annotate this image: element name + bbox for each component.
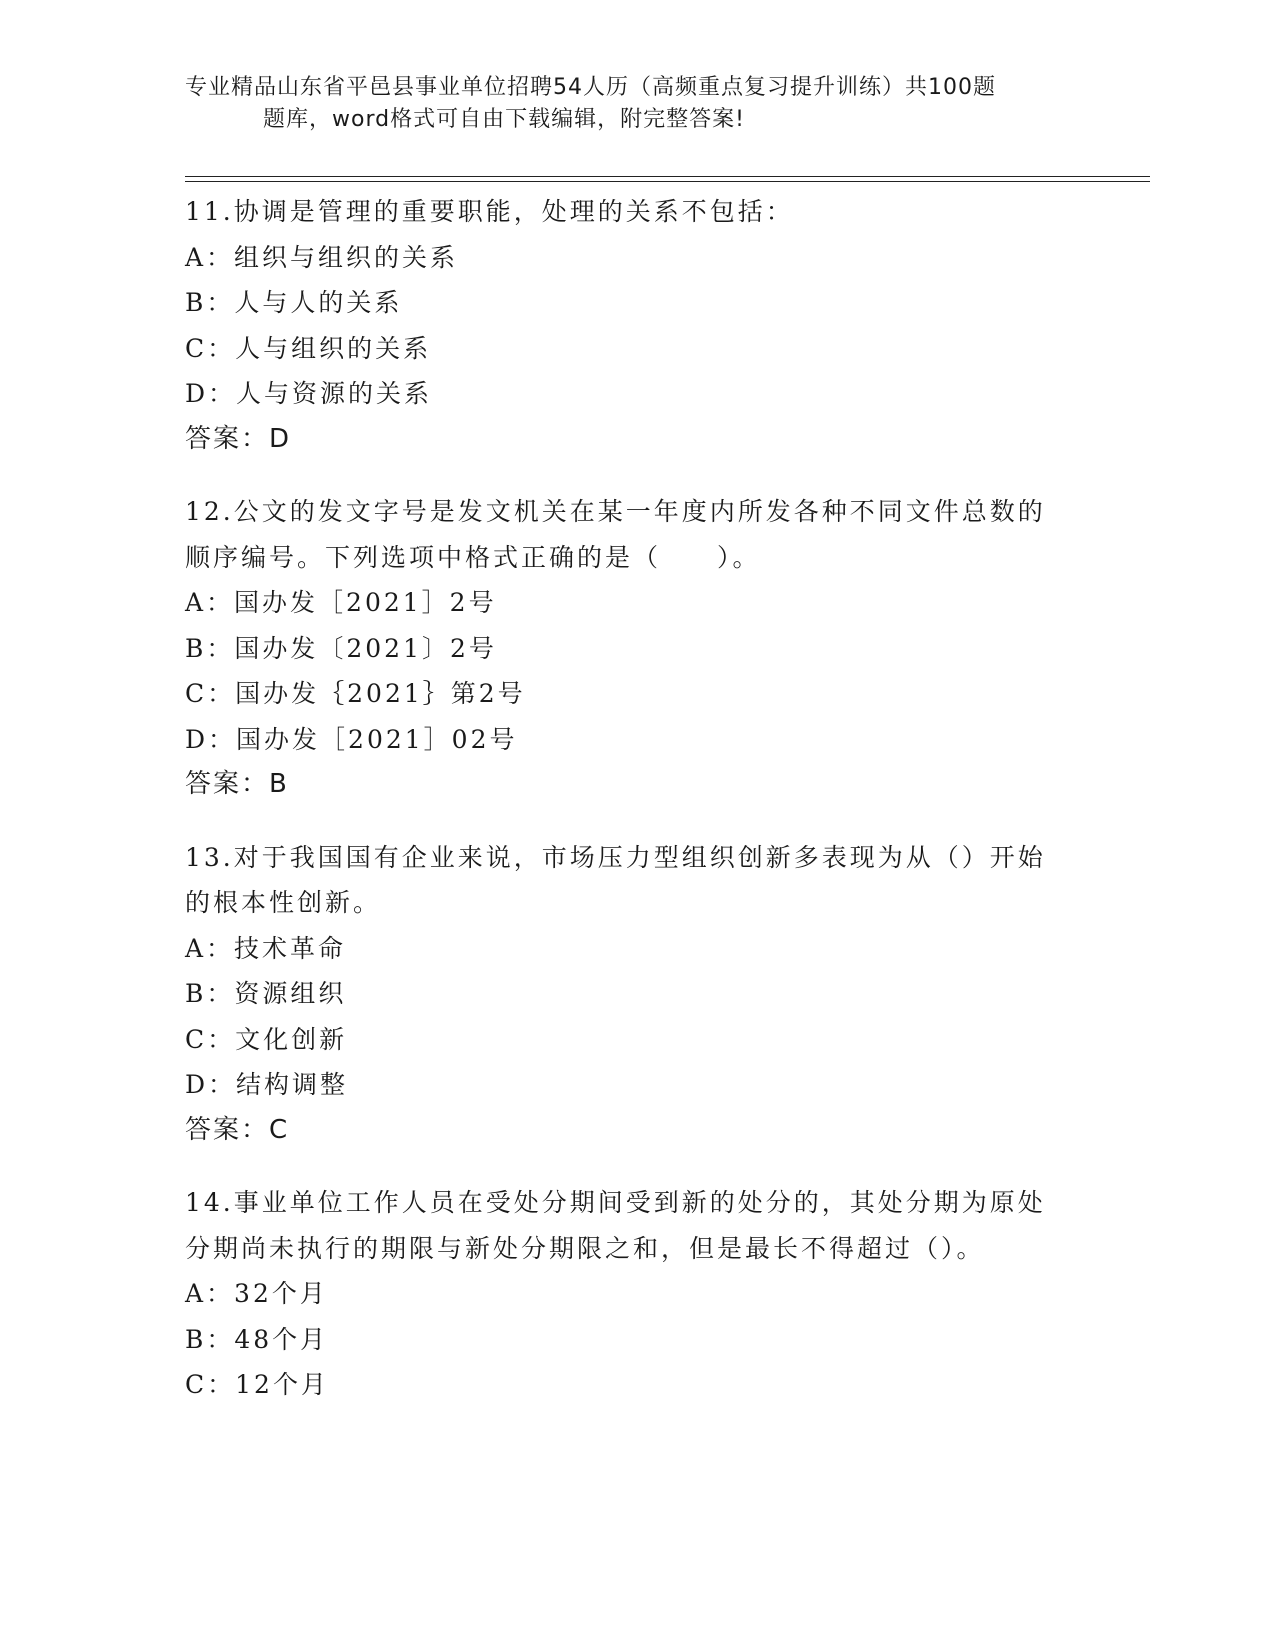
option-d: D：结构调整 bbox=[185, 1070, 349, 1099]
question-stem-continued: 顺序编号。下列选项中格式正确的是（ ）。 bbox=[185, 542, 761, 572]
option-b: B：国办发〔2021〕2号 bbox=[185, 633, 497, 663]
option-c: C：文化创新 bbox=[185, 1024, 348, 1054]
header-title-line-1: 专业精品山东省平邑县事业单位招聘54人历（高频重点复习提升训练）共100题 bbox=[185, 75, 996, 100]
question-14 bbox=[185, 1180, 1085, 1408]
question-12 bbox=[185, 489, 1085, 808]
answer-label: 答案：C bbox=[185, 1114, 290, 1145]
header-title-line-2: 题库，word格式可自由下载编辑，附完整答案! bbox=[263, 107, 745, 132]
question-list bbox=[185, 189, 1085, 1435]
question-stem: 11.协调是管理的重要职能，处理的关系不包括： bbox=[185, 197, 794, 226]
question-stem: 13.对于我国国有企业来说，市场压力型组织创新多表现为从（）开始 bbox=[185, 842, 1046, 872]
question-stem: 14.事业单位工作人员在受处分期间受到新的处分的，其处分期为原处 bbox=[185, 1188, 1046, 1217]
option-c: C：12个月 bbox=[185, 1370, 329, 1399]
option-b: B：资源组织 bbox=[185, 979, 347, 1008]
option-d: D：人与资源的关系 bbox=[185, 379, 433, 408]
option-c: C：人与组织的关系 bbox=[185, 333, 432, 363]
header-divider-top bbox=[185, 176, 1150, 177]
answer-label: 答案：B bbox=[185, 769, 289, 799]
option-b: B：48个月 bbox=[185, 1324, 329, 1354]
document-header bbox=[185, 72, 1065, 136]
question-stem-continued: 分期尚未执行的期限与新处分期限之和，但是最长不得超过（）。 bbox=[185, 1233, 985, 1263]
option-d: D：国办发［2021］02号 bbox=[185, 724, 518, 754]
answer-label: 答案：D bbox=[185, 423, 292, 454]
option-a: A：国办发［2021］2号 bbox=[185, 588, 497, 617]
option-a: A：组织与组织的关系 bbox=[185, 242, 459, 272]
question-stem: 12.公文的发文字号是发文机关在某一年度内所发各种不同文件总数的 bbox=[185, 497, 1046, 526]
header-divider-bottom bbox=[185, 181, 1150, 182]
option-c: C：国办发｛2021｝第2号 bbox=[185, 679, 526, 708]
option-a: A：32个月 bbox=[185, 1279, 328, 1308]
question-11 bbox=[185, 189, 1085, 462]
question-13 bbox=[185, 835, 1085, 1154]
option-a: A：技术革命 bbox=[185, 933, 347, 963]
option-b: B：人与人的关系 bbox=[185, 288, 403, 317]
question-stem-continued: 的根本性创新。 bbox=[185, 888, 382, 917]
